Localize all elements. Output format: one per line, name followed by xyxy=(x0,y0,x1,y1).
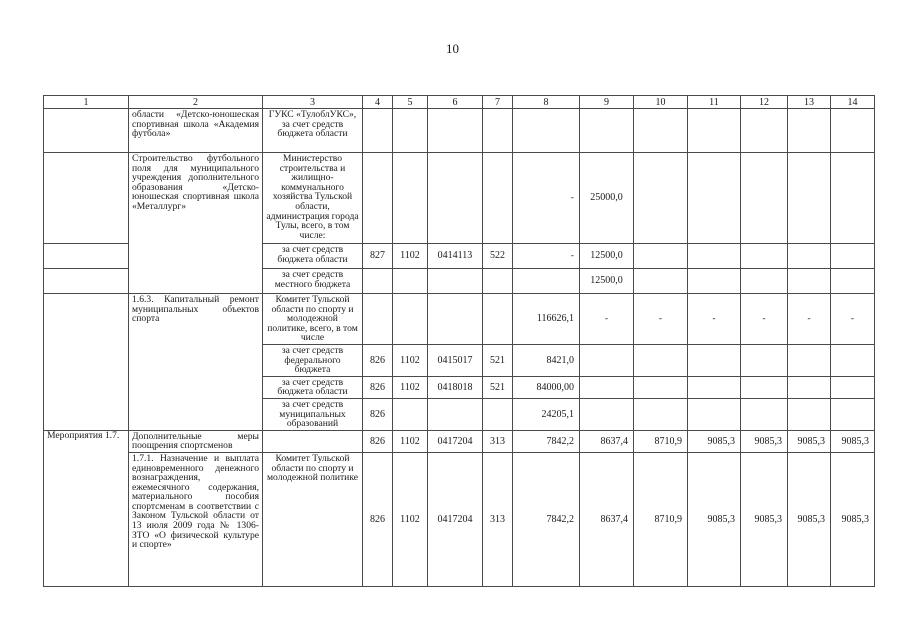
table-cell: 7842,2 xyxy=(513,452,580,586)
budget-table xyxy=(43,95,875,587)
table-cell: 9085,3 xyxy=(688,452,741,586)
table-cell xyxy=(741,398,788,430)
table-cell: 521 xyxy=(483,344,513,376)
table-cell: Комитет Тульской области по спорту и молодежной политике, всего, в том числе xyxy=(263,294,363,345)
header-cell: 10 xyxy=(634,96,688,109)
table-row xyxy=(44,294,875,345)
table-cell xyxy=(634,376,688,398)
table-cell xyxy=(831,244,875,269)
table-cell xyxy=(741,344,788,376)
table-cell xyxy=(44,269,129,294)
table-cell xyxy=(513,269,580,294)
table-cell: 9085,3 xyxy=(831,430,875,452)
table-cell xyxy=(688,376,741,398)
table-cell xyxy=(44,294,129,431)
table-cell xyxy=(788,244,831,269)
table-cell: 1102 xyxy=(393,344,428,376)
header-cell: 13 xyxy=(788,96,831,109)
table-cell: - xyxy=(741,294,788,345)
table-cell: 313 xyxy=(483,452,513,586)
table-cell: 0415017 xyxy=(428,344,483,376)
table-cell xyxy=(428,109,483,153)
table-cell xyxy=(788,153,831,244)
table-cell: 12500,0 xyxy=(580,244,634,269)
table-cell xyxy=(741,244,788,269)
table-cell: 1102 xyxy=(393,430,428,452)
table-cell xyxy=(428,398,483,430)
table-cell: ГУКС «ТулоблУКС», за счет средств бюджета области xyxy=(263,109,363,153)
table-cell xyxy=(393,398,428,430)
header-cell: 2 xyxy=(129,96,263,109)
table-cell xyxy=(741,109,788,153)
table-cell: за счет средств муниципальных образований xyxy=(263,398,363,430)
table-cell xyxy=(634,398,688,430)
table-cell: - xyxy=(688,294,741,345)
table-cell xyxy=(741,269,788,294)
table-cell: 826 xyxy=(363,344,393,376)
table-cell: области «Детско-юношеская спортивная школа «Академия футбола» xyxy=(129,109,263,153)
table-cell xyxy=(363,294,393,345)
table-cell xyxy=(788,269,831,294)
table-cell: Строительство футбольного поля для муниципального учреждения дополнительного образования «Детско-юношеская спортивная школа «Металлург» xyxy=(129,153,263,294)
header-cell: 3 xyxy=(263,96,363,109)
table-cell: - xyxy=(788,294,831,345)
table-cell: - xyxy=(634,294,688,345)
table-cell: 522 xyxy=(483,244,513,269)
header-cell: 8 xyxy=(513,96,580,109)
table-cell xyxy=(513,109,580,153)
header-cell: 1 xyxy=(44,96,129,109)
table-cell: 1.6.3. Капитальный ремонт муниципальных объектов спорта xyxy=(129,294,263,431)
table-cell xyxy=(428,294,483,345)
table-cell xyxy=(580,344,634,376)
table-cell: 8637,4 xyxy=(580,452,634,586)
header-cell: 12 xyxy=(741,96,788,109)
table-cell xyxy=(634,344,688,376)
table-cell: 0417204 xyxy=(428,452,483,586)
table-cell xyxy=(363,269,393,294)
table-cell: 827 xyxy=(363,244,393,269)
table-cell: 9085,3 xyxy=(788,430,831,452)
table-cell xyxy=(363,153,393,244)
table-cell xyxy=(428,269,483,294)
table-cell: - xyxy=(831,294,875,345)
table-cell: 24205,1 xyxy=(513,398,580,430)
table-row xyxy=(44,430,875,452)
table-cell: за счет средств федерального бюджета xyxy=(263,344,363,376)
table-cell: 8710,9 xyxy=(634,430,688,452)
table-cell xyxy=(831,269,875,294)
table-header-row xyxy=(44,96,875,109)
table-cell: 826 xyxy=(363,398,393,430)
table-cell: 9085,3 xyxy=(741,452,788,586)
table-cell xyxy=(393,109,428,153)
table-cell xyxy=(580,398,634,430)
table-cell: 313 xyxy=(483,430,513,452)
table-cell: 0414113 xyxy=(428,244,483,269)
table-cell xyxy=(44,109,129,153)
table-cell: 116626,1 xyxy=(513,294,580,345)
table-cell: за счет средств бюджета области xyxy=(263,244,363,269)
table-cell: 1102 xyxy=(393,244,428,269)
header-cell: 11 xyxy=(688,96,741,109)
table-cell: 12500,0 xyxy=(580,269,634,294)
table-cell xyxy=(831,376,875,398)
table-cell xyxy=(788,376,831,398)
table-cell xyxy=(741,153,788,244)
table-cell xyxy=(741,376,788,398)
table-cell xyxy=(788,398,831,430)
table-cell: 8710,9 xyxy=(634,452,688,586)
table-cell: 25000,0 xyxy=(580,153,634,244)
table-cell: Дополнительные меры поощрения спортсменов xyxy=(129,430,263,452)
table-cell xyxy=(483,294,513,345)
table-cell xyxy=(634,269,688,294)
table-row xyxy=(44,452,875,586)
table-cell xyxy=(688,269,741,294)
table-cell xyxy=(831,398,875,430)
header-cell: 14 xyxy=(831,96,875,109)
table-cell xyxy=(788,344,831,376)
table-cell xyxy=(580,376,634,398)
header-cell: 4 xyxy=(363,96,393,109)
table-cell xyxy=(44,244,129,269)
header-cell: 5 xyxy=(393,96,428,109)
table-cell: 0418018 xyxy=(428,376,483,398)
table-cell xyxy=(393,153,428,244)
table-cell xyxy=(483,398,513,430)
table-cell xyxy=(44,153,129,244)
table-cell: за счет средств местного бюджета xyxy=(263,269,363,294)
header-cell: 7 xyxy=(483,96,513,109)
table-cell xyxy=(393,294,428,345)
table-cell: за счет средств бюджета области xyxy=(263,376,363,398)
header-cell: 6 xyxy=(428,96,483,109)
header-cell: 9 xyxy=(580,96,634,109)
table-cell xyxy=(688,344,741,376)
table-cell: 1102 xyxy=(393,452,428,586)
table-cell: Министерство строительства и жилищно-коммунального хозяйства Тульской области, администрация города Тулы, всего, в том числе: xyxy=(263,153,363,244)
table-cell: 826 xyxy=(363,452,393,586)
table-cell: 9085,3 xyxy=(831,452,875,586)
table-cell xyxy=(688,153,741,244)
table-cell xyxy=(263,430,363,452)
table-cell xyxy=(580,109,634,153)
table-cell: 9085,3 xyxy=(741,430,788,452)
table-cell xyxy=(634,153,688,244)
table-cell: 9085,3 xyxy=(688,430,741,452)
table-cell xyxy=(831,344,875,376)
table-cell xyxy=(688,109,741,153)
table-cell: 1.7.1. Назначение и выплата единовременного денежного вознаграждения, ежемесячного содержания, материального пособия спортсменам в соответствии с Законом Тульской области от 13 июля 2009 года № 1306-ЗТО «О физической культуре и спорте» xyxy=(129,452,263,586)
table-cell: 8637,4 xyxy=(580,430,634,452)
table-cell xyxy=(788,109,831,153)
table-row xyxy=(44,109,875,153)
table-cell: 7842,2 xyxy=(513,430,580,452)
table-cell: 1102 xyxy=(393,376,428,398)
table-cell: 9085,3 xyxy=(788,452,831,586)
table-cell: 521 xyxy=(483,376,513,398)
table-cell: 0417204 xyxy=(428,430,483,452)
table-cell: 8421,0 xyxy=(513,344,580,376)
table-cell xyxy=(428,153,483,244)
table-row xyxy=(44,153,875,244)
table-cell xyxy=(634,109,688,153)
table-cell xyxy=(483,153,513,244)
table-cell: - xyxy=(580,294,634,345)
table-cell xyxy=(483,269,513,294)
table-cell xyxy=(688,398,741,430)
table-cell: 826 xyxy=(363,376,393,398)
page-number: 10 xyxy=(446,41,459,56)
table-cell: - xyxy=(513,153,580,244)
table-cell xyxy=(688,244,741,269)
table-cell xyxy=(634,244,688,269)
table-cell xyxy=(393,269,428,294)
table-cell: Мероприятия 1.7. xyxy=(44,430,129,586)
table-cell xyxy=(831,153,875,244)
table-cell xyxy=(831,109,875,153)
table-cell: 826 xyxy=(363,430,393,452)
table-cell xyxy=(363,109,393,153)
table-cell: - xyxy=(513,244,580,269)
table-cell: 84000,00 xyxy=(513,376,580,398)
table-cell xyxy=(483,109,513,153)
table-cell: Комитет Тульской области по спорту и молодежной политике xyxy=(263,452,363,586)
